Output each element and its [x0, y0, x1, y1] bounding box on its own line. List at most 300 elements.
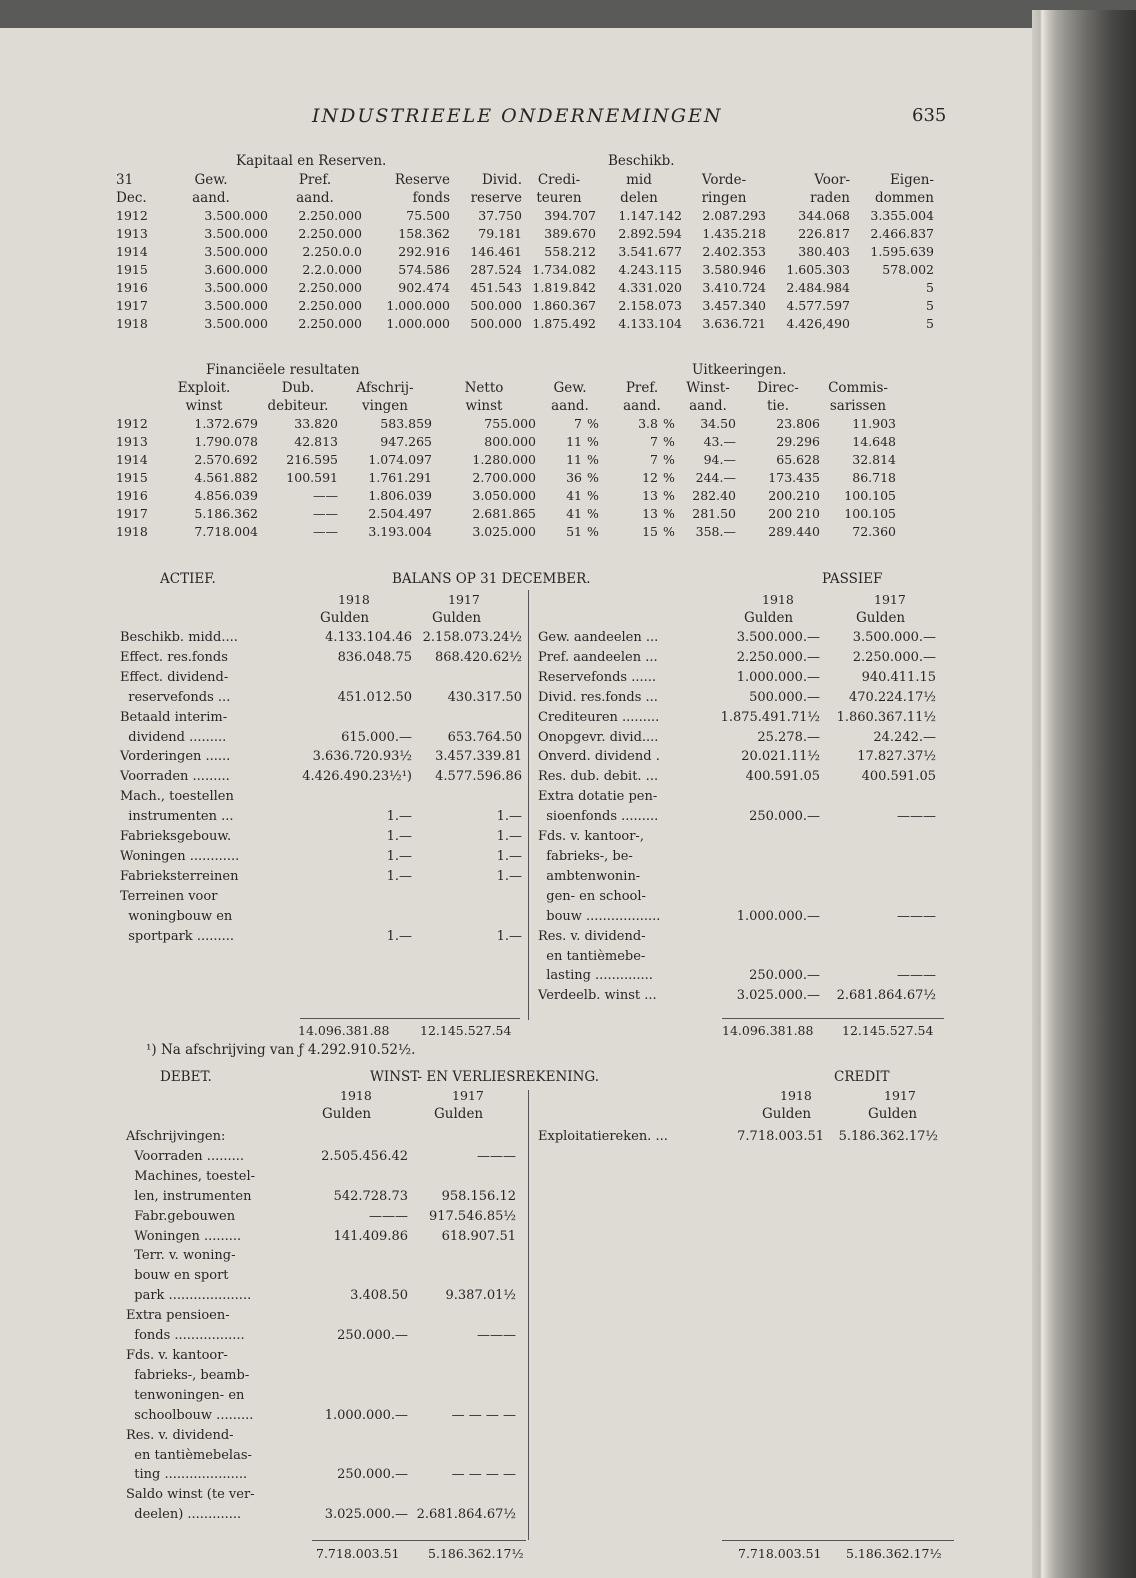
- running-title: INDUSTRIEELE ONDERNEMINGEN: [312, 105, 723, 127]
- table1-group-header: Beschikb.: [608, 153, 675, 169]
- year-label: 1917: [448, 592, 480, 607]
- ledger-amount-1917: ———: [897, 809, 936, 825]
- ledger-amount-1917: [408, 1426, 516, 1446]
- table-cell: 3.580.946: [702, 262, 766, 277]
- ledger-label: dividend .........: [120, 729, 227, 745]
- ledger-row: [120, 668, 522, 688]
- ledger-amount-1918: 250.000.—: [337, 1467, 408, 1483]
- table-cell: 1.790.078: [194, 434, 258, 449]
- table-cell: 29.296: [776, 434, 820, 449]
- ledger-label: ambtenwonin-: [538, 868, 641, 884]
- table-cell: 86.718: [852, 470, 896, 485]
- ledger-label: Onopgevr. divid....: [538, 729, 659, 745]
- ledger-row: [126, 1167, 516, 1187]
- unit-label: Gulden: [762, 1106, 812, 1122]
- ledger-row: [126, 1227, 516, 1247]
- actief-heading: ACTIEF.: [160, 571, 216, 587]
- ledger-amount-1918: 1.—: [386, 868, 412, 884]
- page-number: 635: [912, 105, 947, 126]
- table-cell: 1.372.679: [194, 416, 258, 431]
- table-cell: 216.595: [286, 452, 338, 467]
- ledger-label: Fds. v. kantoor-,: [538, 829, 644, 845]
- ledger-row: [126, 1366, 516, 1386]
- table-cell: 558.212: [544, 244, 596, 259]
- ledger-amount-1917: 2.681.864.67½: [836, 988, 936, 1004]
- ledger-amount-1918: [302, 708, 412, 728]
- table2-group-header: Financiëele resultaten: [206, 362, 360, 378]
- table-cell: 4.426,490: [786, 316, 850, 331]
- table-cell: 3.500.000: [204, 244, 268, 259]
- actief-total-1917: 12.145.527.54: [420, 1023, 512, 1038]
- table-cell: 100.591: [286, 470, 338, 485]
- column-header: dommen: [874, 190, 934, 206]
- column-header: reserve: [470, 190, 522, 206]
- ledger-row: [538, 688, 936, 708]
- ledger-label: en tantièmebelas-: [126, 1447, 252, 1463]
- passief-total-1917: 12.145.527.54: [842, 1023, 934, 1038]
- ledger-row: [126, 1426, 516, 1446]
- table-cell: 2.892.594: [618, 226, 682, 241]
- year-label: 1917: [874, 592, 906, 607]
- ledger-row: [126, 1465, 516, 1485]
- ledger-row: [120, 688, 522, 708]
- ledger-row: [538, 787, 936, 807]
- ledger-row: [538, 986, 936, 1006]
- table-cell: 42.813: [294, 434, 338, 449]
- table-cell: 5.186.362: [194, 506, 258, 521]
- ledger-row: [538, 927, 936, 947]
- table-cell: 3.541.677: [618, 244, 682, 259]
- ledger-amount-1917: [820, 927, 936, 947]
- year-label: 1917: [884, 1088, 916, 1103]
- table-cell: 500.000: [470, 298, 522, 313]
- ledger-label: ting ....................: [126, 1467, 248, 1483]
- ledger-amount-1918: [714, 927, 820, 947]
- column-header: Reserve: [394, 172, 450, 188]
- table-cell: 2.087.293: [702, 208, 766, 223]
- ledger-amount-1918: 3.500.000.—: [736, 630, 820, 645]
- ledger-row: [126, 1127, 516, 1147]
- table-row: [116, 487, 896, 505]
- ledger-amount-1917: 4.577.596.86: [435, 769, 522, 785]
- ledger-label: Reservefonds ......: [538, 669, 657, 685]
- column-header: winst: [185, 398, 223, 414]
- table-cell: 281.50: [692, 506, 736, 521]
- table-cell: 3.500.000: [204, 316, 268, 331]
- ledger-row: [538, 907, 936, 927]
- ledger-row: [538, 728, 936, 748]
- ledger-row: [126, 1505, 516, 1525]
- table-row: [116, 523, 896, 541]
- table-row: [116, 207, 934, 225]
- ledger-amount-1918: 4.426.490.23½¹): [302, 769, 412, 785]
- table-cell: 41: [566, 488, 582, 503]
- ledger-amount-1917: — — — —: [451, 1407, 516, 1423]
- table-cell: 1.147.142: [618, 208, 682, 223]
- table-cell: ——: [313, 488, 338, 503]
- table-cell: 583.859: [380, 416, 432, 431]
- table-cell: 94.—: [703, 452, 736, 467]
- column-header: sarissen: [829, 398, 887, 414]
- ledger-row: [126, 1446, 516, 1466]
- table-cell: 1.605.303: [786, 262, 850, 277]
- column-header: vingen: [362, 398, 408, 414]
- ledger-label: Fabrieksgebouw.: [120, 829, 232, 845]
- ledger-amount-1918: 20.021.11½: [741, 749, 820, 765]
- ledger-amount-1918: 836.048.75: [337, 649, 412, 665]
- ledger-row: [126, 1207, 516, 1227]
- total-rule: [722, 1018, 944, 1019]
- table-cell: 1.435.218: [702, 226, 766, 241]
- ledger-amount-1917: [820, 887, 936, 907]
- footnote: ¹) Na afschrijving van ƒ 4.292.910.52½.: [146, 1042, 416, 1058]
- ledger-label: Betaald interim-: [120, 709, 228, 725]
- table-cell: 3.500.000: [204, 280, 268, 295]
- ledger-amount-1917: 2.250.000.—: [852, 649, 936, 665]
- table-cell: 3.025.000: [472, 524, 536, 539]
- ledger-amount-1918: 1.—: [386, 928, 412, 944]
- table-cell: 289.440: [768, 524, 820, 539]
- column-header: Eigen-: [889, 172, 934, 188]
- ledger-label: en tantièmebe-: [538, 948, 646, 964]
- ledger-label: Effect. dividend-: [120, 669, 229, 685]
- ledger-label: Divid. res.fonds ...: [538, 689, 658, 705]
- ledger-row: [538, 966, 936, 986]
- table-cell: 3.500.000: [204, 298, 268, 313]
- table-cell: 2.402.353: [702, 244, 766, 259]
- ledger-label: sioenfonds .........: [538, 809, 659, 825]
- column-header: Gew.: [553, 380, 587, 396]
- table-cell: 2.466.837: [870, 226, 934, 241]
- ledger-amount-1918: [310, 1306, 408, 1326]
- table-cell: %: [587, 416, 599, 431]
- year-cell: 1915: [116, 262, 148, 277]
- column-header: [116, 397, 150, 415]
- ledger-amount-1918: [310, 1366, 408, 1386]
- ledger-amount-1918: 1.—: [386, 829, 412, 845]
- ledger-label: woningbouw en: [120, 908, 233, 924]
- ledger-label: Terr. v. woning-: [126, 1248, 236, 1264]
- column-header: Voor-: [814, 172, 850, 188]
- ledger-row: [538, 767, 936, 787]
- ledger-amount-1918: 250.000.—: [749, 809, 820, 825]
- ledger-amount-1917: [408, 1386, 516, 1406]
- column-header: Commis-: [828, 380, 888, 396]
- ledger-label: sportpark .........: [120, 928, 235, 944]
- table-cell: 3.500.000: [204, 208, 268, 223]
- table-cell: 4.561.882: [194, 470, 258, 485]
- ledger-row: [120, 827, 522, 847]
- ledger-label: Machines, toestel-: [126, 1168, 256, 1184]
- table-cell: 1.000.000: [386, 298, 450, 313]
- column-header: Netto: [464, 380, 504, 396]
- table-cell: 500.000: [470, 316, 522, 331]
- ledger-row: [126, 1326, 516, 1346]
- ledger-amount-1917: [412, 708, 522, 728]
- ledger-amount-1918: [714, 787, 820, 807]
- ledger-label: Afschrijvingen:: [126, 1129, 226, 1144]
- table-cell: 755.000: [484, 416, 536, 431]
- ledger-amount-1918: [310, 1246, 408, 1266]
- column-header: Afschrij-: [356, 380, 414, 396]
- unit-label: Gulden: [322, 1106, 372, 1122]
- ledger-label: Vorderingen ......: [120, 749, 231, 765]
- column-header: Direc-: [757, 380, 799, 396]
- debet-total-1917: 5.186.362.17½: [428, 1546, 524, 1561]
- table-cell: 947.265: [380, 434, 432, 449]
- table-cell: %: [663, 452, 675, 467]
- table-cell: 65.628: [776, 452, 820, 467]
- table-cell: 100.105: [844, 506, 896, 521]
- table-cell: 1.860.367: [532, 298, 596, 313]
- ledger-row: [126, 1266, 516, 1286]
- table-cell: 2.2.0.000: [302, 262, 362, 277]
- table-cell: 389.670: [544, 226, 596, 241]
- table-row: [116, 315, 934, 333]
- unit-label: Gulden: [868, 1106, 918, 1122]
- ledger-row: [126, 1485, 516, 1505]
- ledger-row: [538, 887, 936, 907]
- ledger-amount-1918: 7.718.003.51: [737, 1129, 824, 1144]
- year-cell: 1917: [116, 506, 148, 521]
- column-header: ringen: [701, 190, 747, 206]
- table-cell: 2.504.497: [368, 506, 432, 521]
- passief-table: [538, 628, 936, 1006]
- table-cell: 72.360: [852, 524, 896, 539]
- column-header: Pref.: [298, 172, 332, 188]
- table-cell: 1.761.291: [368, 470, 432, 485]
- column-header: Dec.: [116, 190, 147, 206]
- table-cell: 13: [642, 506, 658, 521]
- ledger-row: [120, 907, 522, 927]
- table-cell: 43.—: [703, 434, 736, 449]
- ledger-amount-1918: 141.409.86: [333, 1228, 408, 1244]
- ledger-label: Res. v. dividend-: [126, 1427, 234, 1443]
- table-cell: 292.916: [398, 244, 450, 259]
- table-cell: 451.543: [470, 280, 522, 295]
- unit-label: Gulden: [856, 610, 906, 626]
- ledger-amount-1918: 2.250.000.—: [736, 649, 820, 665]
- ledger-row: [120, 628, 522, 648]
- ledger-label: fabrieks-, beamb-: [126, 1367, 250, 1383]
- ledger-label: fabrieks-, be-: [538, 848, 633, 864]
- year-label: 1918: [780, 1088, 812, 1103]
- ledger-label: Fabrieksterreinen: [120, 868, 239, 884]
- table-cell: 344.068: [798, 208, 850, 223]
- table-cell: 1.595.639: [870, 244, 934, 259]
- ledger-row: [126, 1306, 516, 1326]
- table-cell: %: [663, 524, 675, 539]
- ledger-amount-1917: [408, 1346, 516, 1366]
- table-cell: 100.105: [844, 488, 896, 503]
- ledger-amount-1917: 1.—: [496, 848, 522, 864]
- ledger-amount-1917: 2.158.073.24½: [422, 630, 522, 645]
- year-label: 1918: [340, 1088, 372, 1103]
- table-cell: 4.331.020: [618, 280, 682, 295]
- year-cell: 1918: [116, 524, 148, 539]
- column-header: aand.: [623, 398, 661, 414]
- table-cell: 23.806: [776, 416, 820, 431]
- winst-title: WINST- EN VERLIESREKENING.: [370, 1069, 600, 1085]
- table-cell: 1.000.000: [386, 316, 450, 331]
- table-cell: 146.461: [470, 244, 522, 259]
- ledger-row: [126, 1346, 516, 1366]
- ledger-amount-1918: [310, 1266, 408, 1286]
- ledger-amount-1917: 1.—: [496, 809, 522, 825]
- actief-total-1918: 14.096.381.88: [298, 1023, 390, 1038]
- year-cell: 1918: [116, 316, 148, 331]
- debet-table: [126, 1127, 516, 1525]
- ledger-amount-1917: ———: [477, 1148, 516, 1164]
- table-cell: 2.250.000: [298, 208, 362, 223]
- year-cell: 1914: [116, 244, 148, 259]
- ledger-amount-1917: 653.764.50: [447, 729, 522, 745]
- table-cell: 380.403: [798, 244, 850, 259]
- ledger-amount-1918: [310, 1446, 408, 1466]
- table-cell: 1.074.097: [368, 452, 432, 467]
- ledger-amount-1917: ———: [897, 968, 936, 984]
- table-cell: 2.250.000: [298, 226, 362, 241]
- ledger-amount-1917: 24.242.—: [873, 729, 936, 745]
- ledger-amount-1918: [310, 1386, 408, 1406]
- ledger-amount-1918: [714, 867, 820, 887]
- table-cell: 1.819.842: [532, 280, 596, 295]
- ledger-amount-1918: 4.133.104.46: [325, 630, 412, 645]
- table-cell: %: [663, 470, 675, 485]
- table-cell: 226.817: [798, 226, 850, 241]
- year-label: 1917: [452, 1088, 484, 1103]
- ledger-amount-1918: [714, 947, 820, 967]
- ledger-amount-1918: [302, 907, 412, 927]
- table-row: [116, 225, 934, 243]
- unit-label: Gulden: [320, 610, 370, 626]
- ledger-amount-1917: 400.591.05: [861, 769, 936, 785]
- ledger-amount-1917: [408, 1246, 516, 1266]
- table-row: [116, 279, 934, 297]
- ledger-amount-1918: 2.505.456.42: [321, 1148, 408, 1164]
- ledger-amount-1917: [412, 668, 522, 688]
- table-cell: 1.280.000: [472, 452, 536, 467]
- ledger-label: Mach., toestellen: [120, 789, 234, 805]
- table2-group-header: Uitkeeringen.: [692, 362, 787, 378]
- table-row: [116, 451, 896, 469]
- ledger-amount-1917: — — — —: [451, 1467, 516, 1483]
- table-cell: 2.570.692: [194, 452, 258, 467]
- table-cell: 5: [926, 280, 934, 295]
- ledger-amount-1917: 940.411.15: [861, 669, 936, 685]
- ledger-amount-1917: 618.907.51: [441, 1228, 516, 1244]
- table-cell: 3.636.721: [702, 316, 766, 331]
- ledger-row: [120, 867, 522, 887]
- ledger-amount-1918: 3.025.000.—: [736, 988, 820, 1004]
- ledger-row: [120, 767, 522, 787]
- table-cell: 800.000: [484, 434, 536, 449]
- ledger-amount-1918: [714, 827, 820, 847]
- ledger-amount-1917: [820, 867, 936, 887]
- ledger-label: Res. v. dividend-: [538, 928, 646, 944]
- table-cell: ——: [313, 506, 338, 521]
- ledger-amount-1917: [412, 887, 522, 907]
- table-header-row: [116, 189, 934, 207]
- ledger-label: instrumenten ...: [120, 809, 234, 825]
- column-header: winst: [465, 398, 503, 414]
- ledger-amount-1917: [820, 947, 936, 967]
- total-rule: [312, 1540, 526, 1541]
- ledger-row: [126, 1406, 516, 1426]
- table-cell: 244.—: [695, 470, 736, 485]
- table-cell: 1.806.039: [368, 488, 432, 503]
- ledger-label: bouw en sport: [126, 1268, 229, 1284]
- ledger-row: [538, 847, 936, 867]
- column-header: Winst-: [686, 380, 730, 396]
- ledger-amount-1917: [408, 1306, 516, 1326]
- table-cell: 2.484.984: [786, 280, 850, 295]
- column-header: Divid.: [481, 172, 522, 188]
- ledger-label: park ....................: [126, 1288, 252, 1304]
- table-row: [116, 469, 896, 487]
- ledger-amount-1918: 1.000.000.—: [324, 1407, 408, 1423]
- ledger-row: [120, 887, 522, 907]
- ledger-label: Verdeelb. winst ...: [538, 988, 657, 1004]
- ledger-row: [538, 648, 936, 668]
- year-label: 1918: [338, 592, 370, 607]
- table-cell: 7: [650, 434, 658, 449]
- year-cell: 1912: [116, 416, 148, 431]
- table-cell: 4.243.115: [618, 262, 682, 277]
- ledger-amount-1918: 615.000.—: [341, 729, 412, 745]
- ledger-amount-1918: 25.278.—: [757, 729, 820, 745]
- table-cell: 1.875.492: [532, 316, 596, 331]
- ledger-amount-1918: [310, 1485, 408, 1505]
- column-header: debiteur.: [267, 398, 329, 414]
- table-cell: 2.250.0.0: [302, 244, 362, 259]
- ledger-amount-1917: [408, 1485, 516, 1505]
- ledger-row: [538, 867, 936, 887]
- credit-total-1918: 7.718.003.51: [738, 1546, 822, 1561]
- table-cell: %: [663, 434, 675, 449]
- ledger-amount-1918: 3.025.000.—: [324, 1507, 408, 1523]
- ledger-amount-1917: [820, 787, 936, 807]
- ledger-row: [538, 747, 936, 767]
- table-cell: 173.435: [768, 470, 820, 485]
- table-cell: %: [587, 452, 599, 467]
- table-cell: %: [663, 416, 675, 431]
- table-cell: 7: [650, 452, 658, 467]
- ledger-amount-1917: [408, 1446, 516, 1466]
- book-page-edge: [1032, 10, 1136, 1578]
- ledger-label: Beschikb. midd....: [120, 630, 238, 645]
- table-header-row: [116, 171, 934, 189]
- ledger-amount-1918: 1.—: [386, 848, 412, 864]
- table-cell: 3.500.000: [204, 226, 268, 241]
- table-row: [116, 261, 934, 279]
- year-label: 1918: [762, 592, 794, 607]
- ledger-label: Effect. res.fonds: [120, 649, 228, 665]
- ledger-row: [538, 827, 936, 847]
- table-cell: 33.820: [294, 416, 338, 431]
- ledger-label: lasting ..............: [538, 968, 653, 984]
- ledger-label: Voorraden .........: [120, 769, 230, 785]
- ledger-row: [120, 807, 522, 827]
- table-cell: 3.8: [638, 416, 658, 431]
- ledger-row: [120, 708, 522, 728]
- table-cell: %: [587, 524, 599, 539]
- ledger-label: reservefonds ...: [120, 689, 231, 705]
- table-cell: 12: [642, 470, 658, 485]
- ledger-row: [126, 1386, 516, 1406]
- year-cell: 1913: [116, 434, 148, 449]
- ledger-amount-1918: 250.000.—: [337, 1328, 408, 1344]
